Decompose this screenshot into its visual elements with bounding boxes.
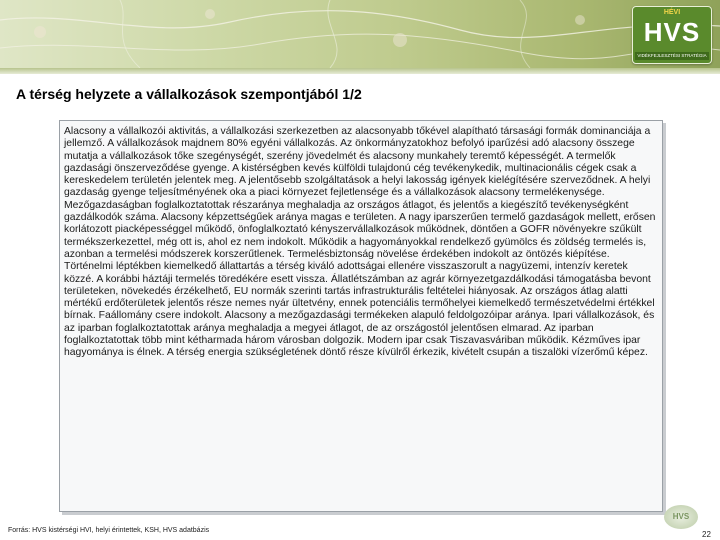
body-text: Alacsony a vállalkozói aktivitás, a vállalkozási szerkezetben az alacsonyabb tőkével alapítható társasági formák dominanciája a jellemző. A vállalkozások majdnem 80% egyéni vállalkozás. Az önkormányzatokhoz befolyó iparűzési adó alacsony összege mutatja a vállalkozások tőke szegénységét, szerény jövedelmét és alacsony munkahely teremtő képességét. A termelők gazdasági önszerveződése gyenge. A kistérségben kevés külföldi tulajdonú cég tevékenykedik, multinacionális cégek csak a kereskedelem területén jelentek meg. A jelentősebb szolgáltatások a helyi lakosság igények kielégítésére szerveződnek. A helyi gazdaság gyenge teljesítményének oka a piaci környezet fejletlensége és a vállalkozások alacsony termelékenysége. Mezőgazdaságban foglalkoztatottak részaránya meghaladja az országos átlagot, és jelentős a kiegészítő tevékenységként gazdálkodók száma. Alacsony képzettségűek aránya magas e területen. A nagy iparszerűen termelő gazdaságok mellett, erősen korlátozott piacképességgel működő, önfoglalkoztató kényszervállalkozások működnek, döntően a GOFR növényekre szűkült termékszerkezettel, még ott is, ahol ez nem indokolt. Működik a hagyományokkal rendelkező gyümölcs és zöldség termelés is, azonban a termelési módszerek korszerűtlenek. Termelésbiztonság növelése érdekében indokolt az öntözés kiépítése. Történelmi léptékben kiemelkedő állattartás a térség kiváló adottságai ellenére visszaszorult a nagyüzemi, intenzív keretek közzé. A korábbi háztáji termelés töredékére esett vissza. Állatlétszámban az agrár környezetgazdálkodási támogatásba bevont területeken, növekedés érzékelhető, EU normák szerinti tartás infrastrukturális feltételei hiányosak. Az országos átlag alatti mértékű erdőterületek jelentős része nemes nyár ültetvény, ennek potenciális termőhelyei kiemelkedő természetvédelmi értékkel bírnak. Faállomány csere indokolt. Alacsony a mezőgazdasági termékeken alapuló feldolgozóipar aránya. Ipari vállalkozások, és az iparban foglalkoztatottak aránya meghaladja a megyei átlagot, de az országostól jelentősen elmarad. Az iparban foglalkoztatottak több mint kétharmada három városban dolgozik. Modern ipar csak Tiszavasváriban működik. Kézműves ipar hagyománya is élnek. A térség energia szükségletének döntő része kívülről érkezik, kivételt csupán a tiszalöki vízerőmű képez. [64,126,656,359]
logo-top-text: HÉVI [663,9,681,16]
map-texture [0,0,720,68]
header-banner [0,0,720,68]
footer-logo [664,505,698,529]
page-number: 22 [702,530,711,539]
slide-title: A térség helyzete a vállalkozások szempontjából 1/2 [16,86,362,102]
logo-subtitle: VIDÉKFEJLESZTÉSI STRATÉGIA [635,52,709,60]
logo-word: HVS [643,17,701,47]
footer-logo-word: HVS [672,512,690,521]
header-divider [0,68,720,74]
source-note: Forrás: HVS kistérségi HVI, helyi érintettek, KSH, HVS adatbázis [8,527,210,534]
hvs-logo [632,6,712,64]
